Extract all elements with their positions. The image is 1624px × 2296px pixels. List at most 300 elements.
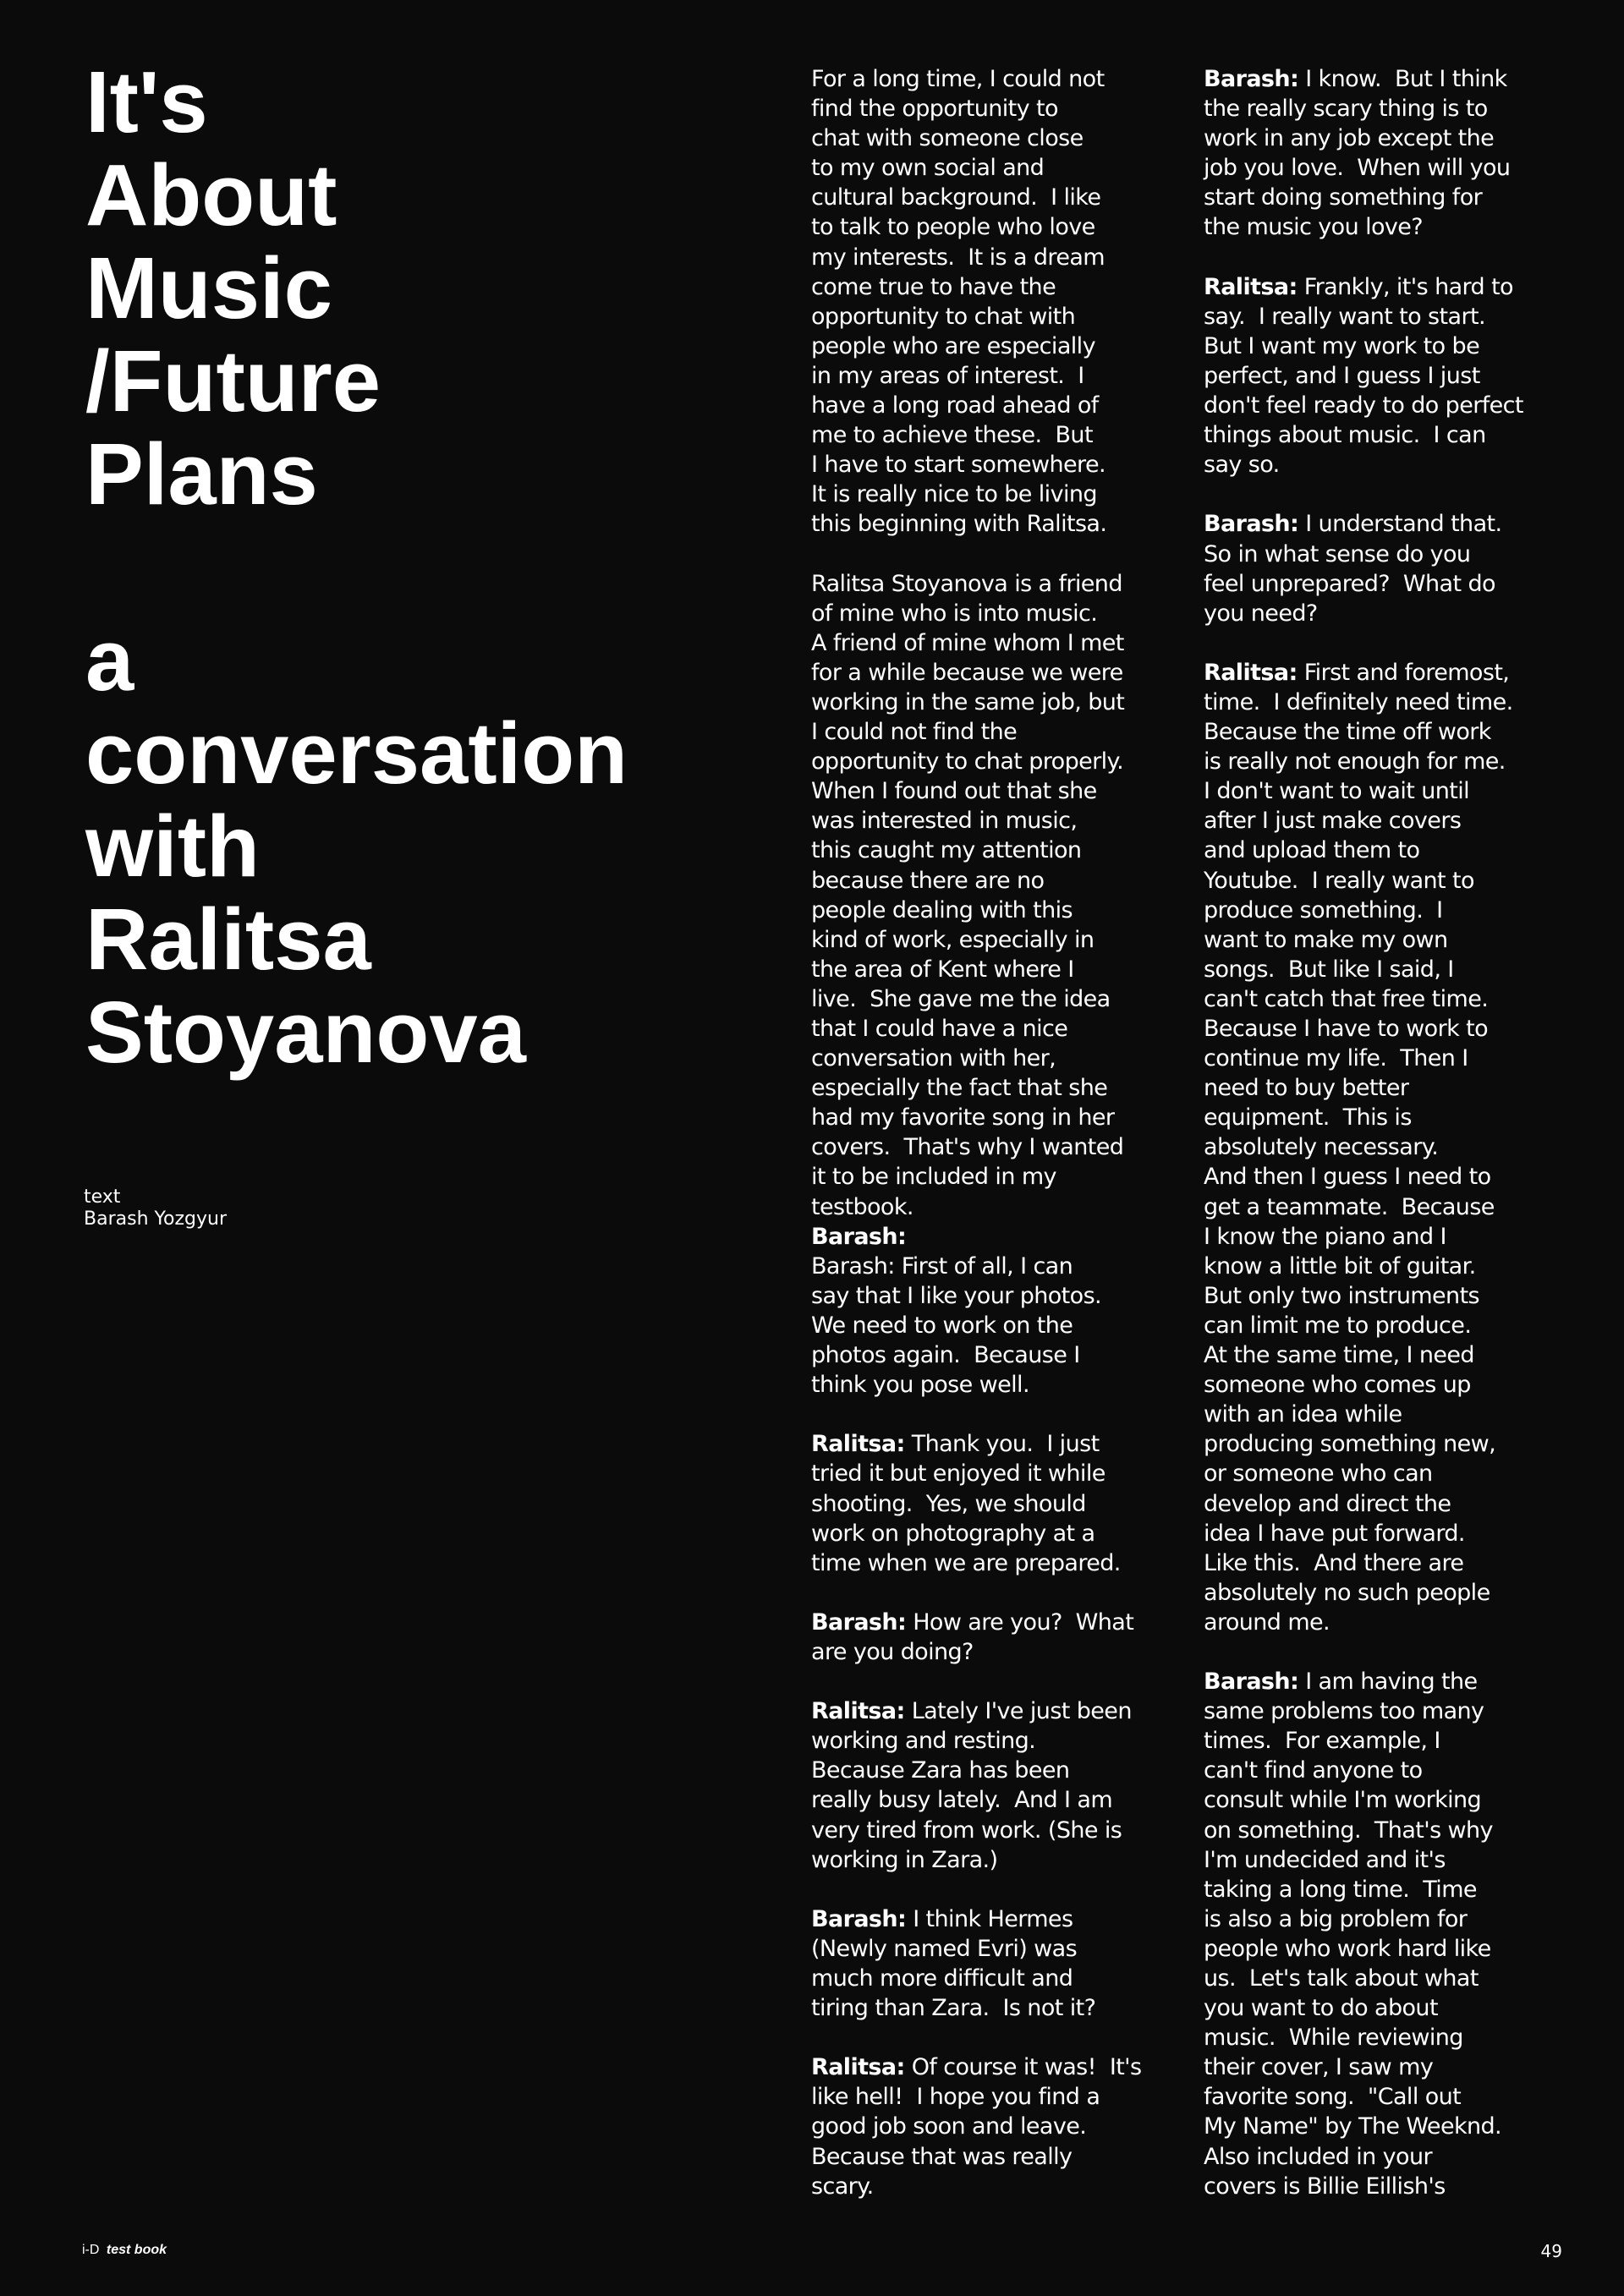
text-column-left — [811, 64, 1158, 2201]
text-line — [811, 599, 1158, 628]
line-text: music. While reviewing — [1204, 2025, 1463, 2052]
text-line — [1204, 123, 1550, 153]
line-text: start doing something for — [1204, 184, 1483, 211]
line-text: the really scary thing is to — [1204, 96, 1488, 123]
line-text: And then I guess I need to — [1204, 1164, 1491, 1191]
line-text: Youtube. I really want to — [1204, 867, 1474, 894]
line-text: covers. That's why I wanted — [811, 1134, 1124, 1161]
text-line — [811, 1726, 1158, 1756]
line-text: is also a big problem for — [1204, 1905, 1468, 1932]
title-line: Music — [85, 239, 332, 337]
brand-logo-text: i-D — [82, 2243, 100, 2257]
text-line — [811, 896, 1158, 925]
text-line — [811, 776, 1158, 806]
text-line — [811, 1132, 1158, 1162]
line-text: for a while because we were — [811, 659, 1123, 686]
line-text: idea I have put forward. — [1204, 1520, 1465, 1547]
text-line — [1204, 955, 1550, 984]
line-text: Thank you. I just — [904, 1431, 1100, 1458]
line-text: My Name" by The Weeknd. — [1204, 2113, 1502, 2140]
line-text: job you love. When will you — [1204, 155, 1511, 182]
line-text: How are you? What — [906, 1608, 1134, 1636]
line-text: Because that was really — [811, 2143, 1073, 2170]
line-text: things about music. I can — [1204, 422, 1486, 449]
line-text: us. Let's talk about what — [1204, 1965, 1479, 1992]
text-line — [1204, 925, 1550, 955]
text-line — [811, 955, 1158, 984]
line-text: their cover, I saw my — [1204, 2054, 1434, 2081]
text-line — [1204, 599, 1550, 628]
title-line: Plans — [85, 425, 318, 523]
text-line — [811, 2052, 1158, 2082]
text-line — [811, 1519, 1158, 1548]
line-text: that I could have a nice — [811, 1016, 1068, 1042]
line-text: I think Hermes — [906, 1905, 1073, 1932]
paragraph-break — [811, 1875, 1158, 1904]
text-line — [1204, 272, 1550, 302]
text-line — [1204, 450, 1550, 479]
text-line — [1204, 2172, 1550, 2201]
line-text: say so. — [1204, 452, 1280, 479]
line-text: Barash: First of all, I can — [811, 1252, 1073, 1280]
title-gap — [85, 521, 779, 614]
paragraph-break — [811, 540, 1158, 569]
line-text: At the same time, I need — [1204, 1342, 1474, 1369]
text-line — [1204, 1044, 1550, 1073]
text-line — [811, 1103, 1158, 1132]
line-text: the music you love? — [1204, 214, 1424, 241]
text-line — [1204, 1548, 1550, 1578]
line-text: scary. — [811, 2173, 874, 2200]
text-line — [1204, 1875, 1550, 1904]
line-text: on something. That's why — [1204, 1817, 1493, 1844]
text-line — [1204, 1519, 1550, 1548]
text-line — [811, 1014, 1158, 1044]
text-line — [1204, 1726, 1550, 1756]
text-line — [1204, 1816, 1550, 1845]
text-line — [811, 2082, 1158, 2112]
paragraph-break — [1204, 243, 1550, 272]
text-line — [811, 569, 1158, 599]
line-text: is really not enough for me. — [1204, 748, 1506, 775]
title-line: About — [85, 146, 337, 244]
text-line — [1204, 2052, 1550, 2082]
line-text: equipment. This is — [1204, 1104, 1412, 1132]
line-text: say. I really want to start. — [1204, 303, 1485, 330]
text-line — [1204, 658, 1550, 688]
line-text: time when we are prepared. — [811, 1549, 1121, 1576]
subtitle-line: a — [85, 611, 134, 709]
text-line — [811, 1311, 1158, 1340]
line-text: don't feel ready to do perfect — [1204, 392, 1523, 419]
line-text: tried it but enjoyed it while — [811, 1460, 1106, 1488]
paragraph-break — [811, 2023, 1158, 2052]
line-text: can limit me to produce. — [1204, 1312, 1472, 1339]
text-line — [811, 212, 1158, 242]
line-text: people who are especially — [811, 332, 1095, 359]
text-line — [811, 272, 1158, 302]
byline-author: Barash Yozgyur — [84, 1208, 227, 1230]
text-line — [811, 1548, 1158, 1578]
line-text: times. For example, I — [1204, 1728, 1440, 1755]
text-line — [811, 509, 1158, 539]
line-text: I have to start somewhere. — [811, 452, 1106, 479]
line-text: favorite song. "Call out — [1204, 2084, 1462, 2111]
paragraph-break — [1204, 479, 1550, 509]
text-line — [811, 1816, 1158, 1845]
text-line — [1204, 1252, 1550, 1281]
speaker-label: Barash: — [1204, 511, 1299, 538]
text-line — [1204, 509, 1550, 539]
line-text: work on photography at a — [811, 1520, 1095, 1547]
text-line — [1204, 836, 1550, 865]
line-text: my interests. It is a dream — [811, 244, 1105, 271]
line-text: live. She gave me the idea — [811, 985, 1111, 1012]
line-text: I understand that. — [1298, 511, 1502, 538]
text-line — [1204, 361, 1550, 391]
subtitle-line: Ralitsa — [85, 890, 371, 988]
byline-label: text — [84, 1186, 121, 1208]
line-text: producing something new, — [1204, 1431, 1496, 1458]
line-text: people dealing with this — [811, 896, 1073, 923]
line-text: I know the piano and I — [1204, 1223, 1446, 1250]
line-text: after I just make covers — [1204, 808, 1462, 835]
speaker-label: Ralitsa: — [811, 1431, 905, 1458]
line-text: Also included in your — [1204, 2143, 1432, 2170]
text-line — [811, 94, 1158, 123]
text-line — [1204, 569, 1550, 599]
text-line — [1204, 1785, 1550, 1815]
text-line — [811, 658, 1158, 688]
line-text: get a teammate. Because — [1204, 1193, 1495, 1220]
line-text: Because Zara has been — [811, 1757, 1070, 1784]
article-title — [85, 53, 779, 1081]
line-text: working and resting. — [811, 1728, 1036, 1755]
line-text: But I want my work to be — [1204, 332, 1480, 359]
text-line — [811, 1073, 1158, 1103]
text-line — [1204, 1459, 1550, 1488]
text-line — [811, 866, 1158, 896]
text-line — [1204, 212, 1550, 242]
line-text: someone who comes up — [1204, 1372, 1471, 1399]
line-text: working in the same job, but — [811, 688, 1125, 715]
paragraph-break — [1204, 628, 1550, 658]
paragraph-break — [811, 1667, 1158, 1696]
text-line — [1204, 1370, 1550, 1400]
text-line — [1204, 2142, 1550, 2172]
text-line — [1204, 717, 1550, 747]
text-line — [1204, 302, 1550, 332]
text-line — [1204, 153, 1550, 183]
text-line — [1204, 1489, 1550, 1519]
text-line — [1204, 1103, 1550, 1132]
text-line — [811, 450, 1158, 479]
line-text: feel unprepared? What do — [1204, 570, 1495, 597]
text-line — [811, 1162, 1158, 1192]
line-text: Of course it was! It's — [904, 2054, 1142, 2081]
line-text: tiring than Zara. Is not it? — [811, 1995, 1096, 2022]
line-text: or someone who can — [1204, 1460, 1433, 1488]
text-line — [1204, 332, 1550, 361]
text-line — [811, 1785, 1158, 1815]
page-number: 49 — [1540, 2241, 1562, 2261]
line-text: need to buy better — [1204, 1075, 1409, 1102]
line-text: consult while I'm working — [1204, 1787, 1482, 1814]
text-line — [811, 925, 1158, 955]
line-text: say that I like your photos. — [811, 1282, 1102, 1309]
line-text: very tired from work. (She is — [811, 1817, 1122, 1844]
text-line — [1204, 2023, 1550, 2052]
text-line — [1204, 94, 1550, 123]
line-text: much more difficult and — [811, 1965, 1073, 1992]
text-line — [1204, 896, 1550, 925]
speaker-label: Ralitsa: — [811, 1698, 905, 1725]
line-text: kind of work, especially in — [811, 926, 1095, 953]
text-line — [1204, 2112, 1550, 2141]
text-line — [811, 420, 1158, 450]
text-line — [1204, 1400, 1550, 1429]
text-line — [811, 1459, 1158, 1488]
line-text: I am having the — [1298, 1669, 1478, 1696]
line-text: We need to work on the — [811, 1312, 1073, 1339]
line-text: can't catch that free time. — [1204, 985, 1489, 1012]
line-text: covers is Billie Eillish's — [1204, 2173, 1446, 2200]
text-line — [811, 984, 1158, 1014]
subtitle-line: with — [85, 797, 260, 895]
text-line — [1204, 1311, 1550, 1340]
line-text: around me. — [1204, 1608, 1330, 1636]
line-text: absolutely no such people — [1204, 1579, 1490, 1606]
title-line: /Future — [85, 332, 381, 430]
speaker-label: Barash: — [811, 1223, 907, 1250]
text-line — [811, 2142, 1158, 2172]
line-text: it to be included in my — [811, 1164, 1056, 1191]
text-line — [1204, 984, 1550, 1014]
speaker-label: Barash: — [1204, 1669, 1299, 1696]
speaker-label: Ralitsa: — [1204, 659, 1298, 686]
text-line — [811, 1044, 1158, 1073]
text-line — [1204, 1429, 1550, 1459]
text-line — [811, 1222, 1158, 1252]
line-text: I know. But I think — [1298, 66, 1507, 92]
text-line — [811, 1756, 1158, 1785]
title-main — [85, 53, 779, 523]
text-line — [811, 1696, 1158, 1726]
text-line — [811, 1637, 1158, 1667]
text-line — [1204, 1845, 1550, 1875]
line-text: was interested in music, — [811, 808, 1078, 835]
line-text: Because the time off work — [1204, 719, 1491, 746]
text-line — [1204, 420, 1550, 450]
line-text: time. I definitely need time. — [1204, 688, 1513, 715]
paragraph-break — [811, 1400, 1158, 1429]
text-line — [811, 1964, 1158, 1993]
title-line: It's — [85, 53, 208, 151]
line-text: So in what sense do you — [1204, 540, 1471, 567]
line-text: When I found out that she — [811, 778, 1097, 805]
text-line — [811, 183, 1158, 212]
text-line — [1204, 747, 1550, 776]
text-line — [1204, 391, 1550, 420]
text-line — [811, 2172, 1158, 2201]
text-line — [1204, 1073, 1550, 1103]
text-line — [1204, 183, 1550, 212]
text-line — [1204, 64, 1550, 94]
text-line — [1204, 1162, 1550, 1192]
text-line — [1204, 1578, 1550, 1608]
line-text: know a little bit of guitar. — [1204, 1252, 1476, 1280]
speaker-label: Ralitsa: — [1204, 273, 1298, 300]
speaker-label: Barash: — [811, 1608, 907, 1636]
text-line — [811, 806, 1158, 836]
line-text: of mine who is into music. — [811, 600, 1098, 627]
line-text: But only two instruments — [1204, 1282, 1480, 1309]
line-text: (Newly named Evri) was — [811, 1935, 1078, 1962]
book-name: test book — [106, 2243, 167, 2257]
line-text: this beginning with Ralitsa. — [811, 511, 1107, 538]
line-text: A friend of mine whom I met — [811, 629, 1124, 656]
text-line — [811, 479, 1158, 509]
text-line — [811, 64, 1158, 94]
text-line — [811, 747, 1158, 776]
speaker-label: Barash: — [811, 1905, 907, 1932]
text-line — [1204, 1014, 1550, 1044]
line-text: taking a long time. Time — [1204, 1876, 1477, 1903]
text-line — [1204, 1696, 1550, 1726]
text-column-right — [1204, 64, 1550, 2201]
text-line — [811, 332, 1158, 361]
line-text: you need? — [1204, 600, 1318, 627]
footer-brand — [82, 2243, 167, 2258]
text-line — [811, 1934, 1158, 1964]
text-line — [1204, 1934, 1550, 1964]
text-line — [1204, 540, 1550, 569]
line-text: I'm undecided and it's — [1204, 1846, 1446, 1873]
line-text: this caught my attention — [811, 837, 1082, 864]
text-line — [811, 1281, 1158, 1311]
line-text: like hell! I hope you find a — [811, 2084, 1100, 2111]
line-text: cultural background. I like — [811, 184, 1101, 211]
line-text: absolutely necessary. — [1204, 1134, 1439, 1161]
line-text: Lately I've just been — [904, 1698, 1132, 1725]
text-line — [811, 1192, 1158, 1222]
text-line — [1204, 1993, 1550, 2023]
line-text: want to make my own — [1204, 926, 1448, 953]
line-text: First and foremost, — [1297, 659, 1510, 686]
line-text: working in Zara.) — [811, 1846, 998, 1873]
text-line — [811, 1608, 1158, 1637]
line-text: had my favorite song in her — [811, 1104, 1115, 1132]
subtitle-line: Stoyanova — [85, 984, 526, 1081]
text-line — [811, 717, 1158, 747]
line-text: Ralitsa Stoyanova is a friend — [811, 570, 1122, 597]
text-line — [1204, 806, 1550, 836]
line-text: shooting. Yes, we should — [811, 1490, 1086, 1517]
text-line — [811, 2112, 1158, 2141]
text-line — [811, 1489, 1158, 1519]
text-line — [811, 628, 1158, 658]
line-text: to talk to people who love — [811, 214, 1095, 241]
paragraph-break — [811, 1578, 1158, 1608]
text-line — [1204, 1281, 1550, 1311]
line-text: Frankly, it's hard to — [1297, 273, 1513, 300]
line-text: work in any job except the — [1204, 125, 1495, 152]
line-text: to my own social and — [811, 155, 1045, 182]
line-text: and upload them to — [1204, 837, 1420, 864]
line-text: people who work hard like — [1204, 1935, 1491, 1962]
text-line — [1204, 866, 1550, 896]
text-line — [1204, 1222, 1550, 1252]
text-line — [811, 1429, 1158, 1459]
paragraph-break — [1204, 1637, 1550, 1667]
line-text: especially the fact that she — [811, 1075, 1108, 1102]
line-text: produce something. I — [1204, 896, 1443, 923]
text-line — [1204, 1667, 1550, 1696]
line-text: find the opportunity to — [811, 96, 1058, 123]
line-text: It is really nice to be living — [811, 481, 1097, 508]
line-text: conversation with her, — [811, 1045, 1056, 1072]
speaker-label: Ralitsa: — [811, 2054, 905, 2081]
line-text: good job soon and leave. — [811, 2113, 1087, 2140]
line-text: perfect, and I guess I just — [1204, 362, 1480, 389]
line-text: continue my life. Then I — [1204, 1045, 1468, 1072]
text-line — [811, 688, 1158, 717]
text-line — [1204, 1756, 1550, 1785]
text-line — [811, 1252, 1158, 1281]
text-line — [811, 153, 1158, 183]
text-line — [1204, 1904, 1550, 1934]
line-text: me to achieve these. But — [811, 422, 1093, 449]
speaker-label: Barash: — [1204, 66, 1299, 92]
text-line — [811, 1370, 1158, 1400]
line-text: chat with someone close — [811, 125, 1084, 152]
text-line — [1204, 1340, 1550, 1370]
text-line — [1204, 1192, 1550, 1222]
line-text: photos again. Because I — [811, 1342, 1080, 1369]
text-line — [1204, 2082, 1550, 2112]
line-text: in my areas of interest. I — [811, 362, 1084, 389]
line-text: can't find anyone to — [1204, 1757, 1423, 1784]
line-text: come true to have the — [811, 273, 1056, 300]
line-text: Because I have to work to — [1204, 1016, 1488, 1042]
line-text: same problems too many — [1204, 1698, 1484, 1725]
text-line — [1204, 1608, 1550, 1637]
line-text: with an idea while — [1204, 1401, 1402, 1428]
subtitle-line: conversation — [85, 704, 628, 802]
line-text: For a long time, I could not — [811, 66, 1105, 92]
line-text: really busy lately. And I am — [811, 1787, 1113, 1814]
line-text: you want to do about — [1204, 1995, 1438, 2022]
text-line — [811, 361, 1158, 391]
text-line — [811, 836, 1158, 865]
line-text: opportunity to chat properly. — [811, 748, 1124, 775]
line-text: songs. But like I said, I — [1204, 956, 1454, 983]
line-text: Like this. And there are — [1204, 1549, 1464, 1576]
text-line — [1204, 1964, 1550, 1993]
line-text: the area of Kent where I — [811, 956, 1074, 983]
line-text: have a long road ahead of — [811, 392, 1099, 419]
text-line — [811, 1993, 1158, 2023]
text-line — [1204, 1132, 1550, 1162]
text-line — [811, 302, 1158, 332]
title-subtitle — [85, 611, 779, 1081]
line-text: because there are no — [811, 867, 1045, 894]
line-text: are you doing? — [811, 1638, 974, 1665]
text-line — [811, 1340, 1158, 1370]
text-line — [811, 123, 1158, 153]
line-text: develop and direct the — [1204, 1490, 1451, 1517]
text-line — [811, 243, 1158, 272]
